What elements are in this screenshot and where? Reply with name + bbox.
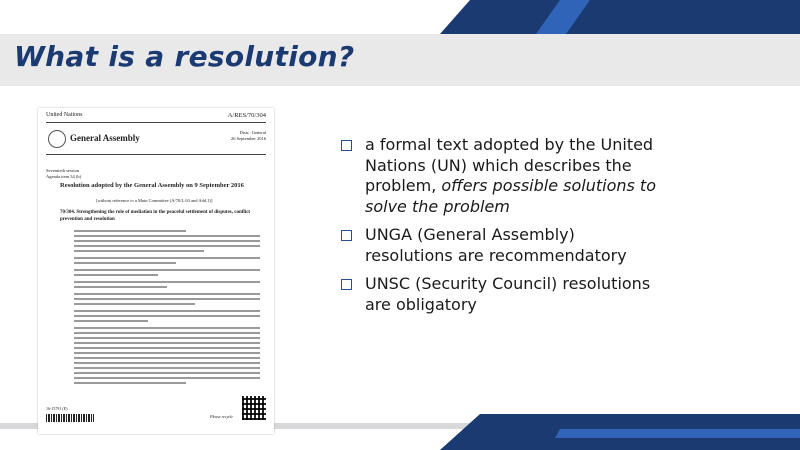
doc-reference: [without reference to a Main Committee (A/70/L.63 and Add.1)]: [96, 198, 213, 203]
bottom-blue-stripe: [555, 429, 800, 438]
doc-symbol: A/RES/70/304: [227, 112, 266, 119]
doc-distribution: [231, 130, 266, 142]
bullet-text: UNGA (General Assembly) resolutions are recommendatory: [365, 225, 627, 265]
bullet-item: [340, 225, 660, 266]
doc-session-block: [46, 168, 81, 180]
doc-rule: [46, 122, 266, 123]
bullet-text: UNSC (Security Council) resolutions are obligatory: [365, 274, 651, 314]
bullet-item: [340, 135, 660, 217]
doc-rule: [46, 154, 266, 155]
doc-date: 26 September 2016: [231, 136, 266, 141]
doc-org: United Nations: [46, 112, 83, 118]
bullet-list: [340, 135, 660, 323]
page-title: What is a resolution?: [14, 40, 355, 73]
checkbox-bullet-icon: [341, 140, 352, 151]
doc-code: 16-15791 (E): [46, 406, 68, 411]
doc-distr: Distr.: General: [239, 130, 266, 135]
un-resolution-document-image: [38, 108, 274, 434]
doc-recycle: Please recycle: [210, 414, 234, 419]
top-navy-stripe: [440, 0, 800, 34]
bullet-text-italic: offers possible solutions to solve the problem: [365, 176, 656, 216]
qr-code-icon: [242, 396, 266, 420]
un-emblem-icon: [48, 130, 66, 148]
doc-agenda: Agenda item 34 (b): [46, 174, 82, 179]
bullet-text: a formal text adopted by the United Nations (UN) which describes the problem,: [365, 135, 654, 195]
bullet-item: [340, 274, 660, 315]
doc-body-text: [74, 230, 260, 387]
barcode-icon: [46, 414, 94, 422]
doc-body: General Assembly: [70, 133, 140, 143]
doc-resolution-title: 70/304. Strengthening the role of mediation in the peaceful settlement of disputes, conflict prevention and resolution: [60, 210, 251, 222]
checkbox-bullet-icon: [341, 279, 352, 290]
doc-heading: Resolution adopted by the General Assembly on 9 September 2016: [60, 182, 244, 189]
checkbox-bullet-icon: [341, 230, 352, 241]
doc-session: Seventieth session: [46, 168, 80, 173]
